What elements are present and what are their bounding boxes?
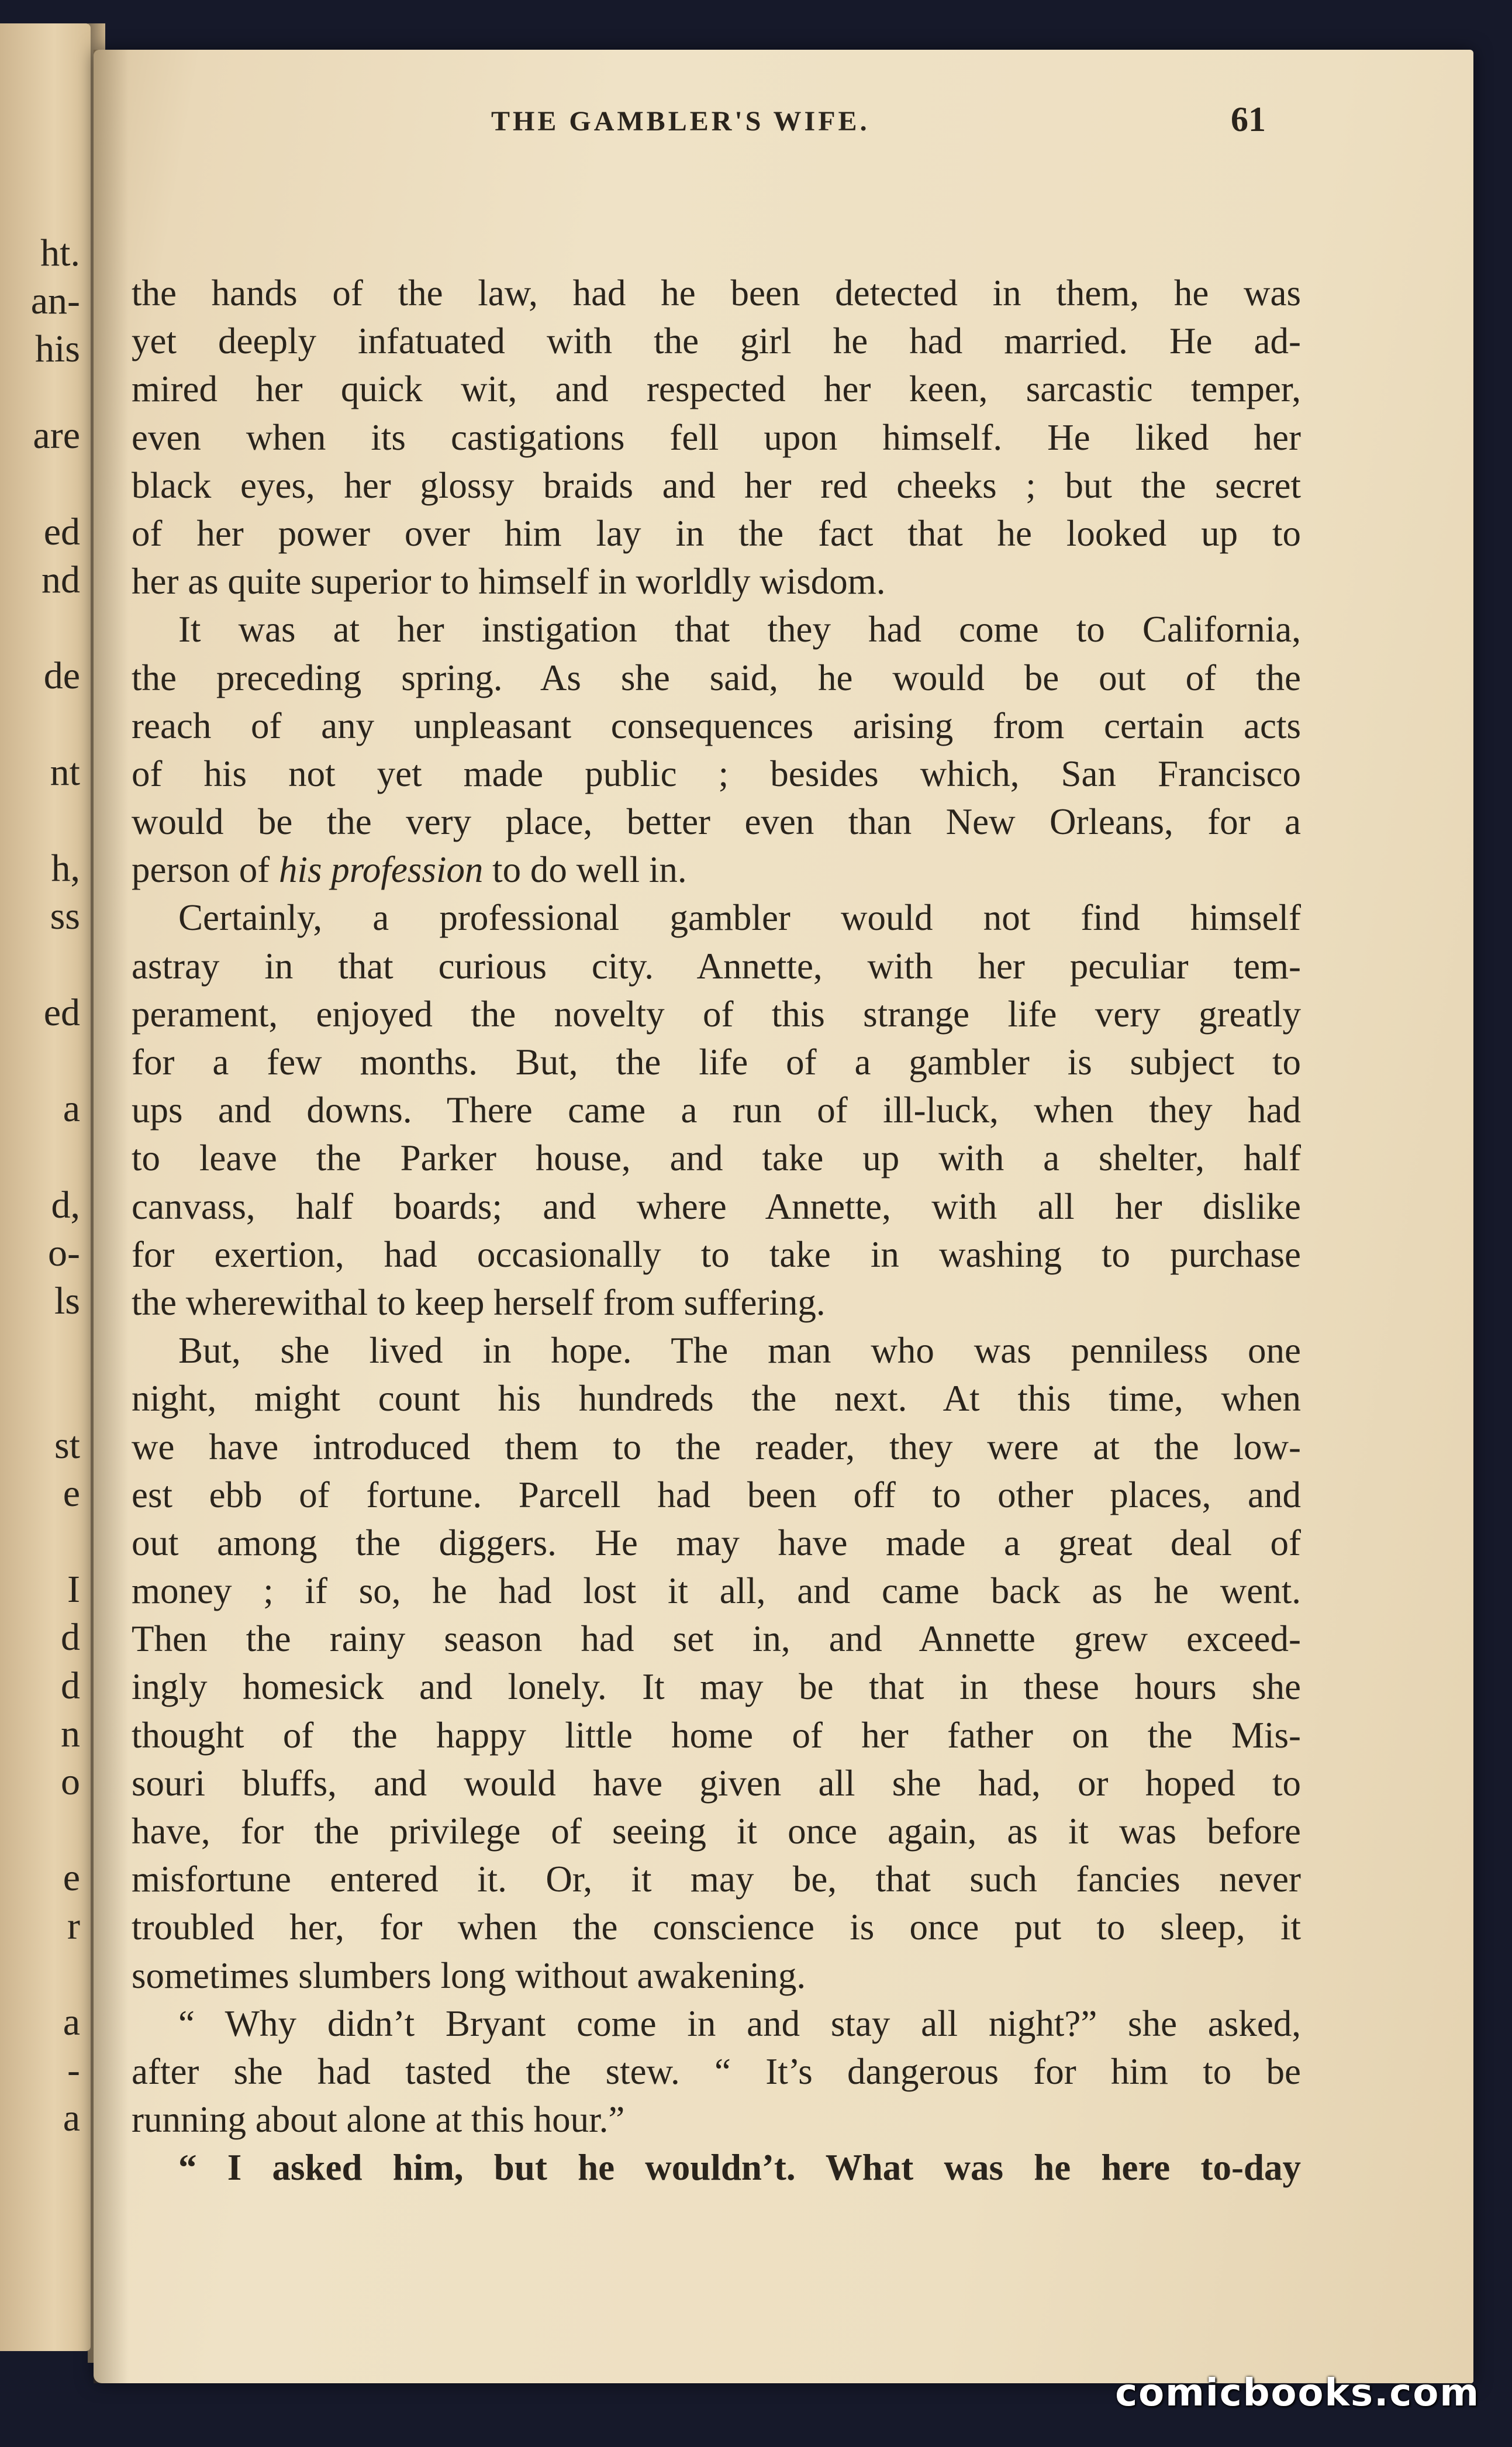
left-page-fragment: I (67, 1568, 80, 1611)
text-line: astray in that curious city. Annette, with her peculiar tem- (132, 945, 1301, 987)
text-line: night, might count his hundreds the next. At this time, when (132, 1378, 1301, 1419)
running-title: THE GAMBLER'S WIFE. (491, 106, 870, 137)
left-page-fragment: ls (54, 1279, 80, 1322)
text-line: souri bluffs, and would have given all she had, or hoped to (132, 1762, 1301, 1804)
left-page-fragment: his (34, 328, 80, 371)
watermark: comicbooks.com (1115, 2372, 1480, 2415)
text-line: Then the rainy season had set in, and Annette grew exceed- (132, 1618, 1301, 1660)
text-line: perament, enjoyed the novelty of this strange life very greatly (132, 993, 1301, 1035)
text-line: est ebb of fortune. Parcell had been off to other places, and (132, 1474, 1301, 1515)
text-line: the preceding spring. As she said, he would be out of the (132, 657, 1301, 698)
left-page-fragment: ed (43, 510, 80, 553)
left-page-fragment: - (67, 2049, 80, 2092)
left-page-fragment: d, (51, 1183, 80, 1226)
text-line: But, she lived in hope. The man who was penniless one (178, 1330, 1301, 1371)
text-line: after she had tasted the stew. “ It’s dangerous for him to be (132, 2050, 1301, 2092)
left-page-fragment: o- (48, 1231, 80, 1274)
text-line: of his not yet made public ; besides which, San Francisco (132, 753, 1301, 794)
text-line: person of his profession to do well in. (132, 849, 687, 891)
left-page-fragment: r (67, 1904, 80, 1948)
text-line: misfortune entered it. Or, it may be, that such fancies never (132, 1859, 1301, 1900)
left-page-fragment: e (63, 1856, 80, 1900)
left-page-fragment: a (63, 2097, 80, 2140)
left-page-fragment: o (61, 1760, 80, 1803)
left-page-fragment: st (54, 1424, 80, 1467)
left-page-fragment: ss (50, 895, 80, 938)
text-line: “ Why didn’t Bryant come in and stay all night?” she asked, (178, 2003, 1301, 2044)
body-text (132, 269, 1301, 2192)
text-line: out among the diggers. He may have made a great deal of (132, 1522, 1301, 1563)
text-line: to leave the Parker house, and take up with a shelter, half (132, 1138, 1301, 1179)
left-page-fragment: ht. (40, 232, 80, 274)
left-page-fragment: e (63, 1471, 80, 1515)
text-line: have, for the privilege of seeing it once again, as it was before (132, 1811, 1301, 1852)
text-line: running about alone at this hour.” (132, 2099, 625, 2141)
text-line: “ I asked him, but he wouldn’t. What was he here to-day (178, 2147, 1301, 2188)
text-line: sometimes slumbers long without awakening. (132, 1955, 806, 1996)
text-line: we have introduced them to the reader, they were at the low- (132, 1426, 1301, 1467)
left-page-fragment: ed (43, 991, 80, 1034)
text-line: ingly homesick and lonely. It may be that in these hours she (132, 1666, 1301, 1708)
text-line: would be the very place, better even than New Orleans, for a (132, 801, 1301, 843)
text-line: for a few months. But, the life of a gambler is subject to (132, 1042, 1301, 1083)
left-page-fragment: d (61, 1664, 80, 1707)
page-number: 61 (1231, 100, 1266, 139)
text-line: her as quite superior to himself in worldly wisdom. (132, 561, 886, 602)
text-line: money ; if so, he had lost it all, and came back as he went. (132, 1570, 1301, 1612)
text-line: It was at her instigation that they had come to California, (178, 609, 1301, 650)
text-line: troubled her, for when the conscience is once put to sleep, it (132, 1907, 1301, 1948)
book-page (94, 50, 1473, 2383)
left-page-fragment: de (43, 654, 80, 698)
text-line: reach of any unpleasant consequences arising from certain acts (132, 705, 1301, 746)
text-line: the wherewithal to keep herself from suffering. (132, 1281, 826, 1323)
text-line: mired her quick wit, and respected her keen, sarcastic temper, (132, 368, 1301, 410)
left-page-fragment: an- (30, 280, 80, 323)
text-line: of her power over him lay in the fact that he looked up to (132, 512, 1301, 554)
italic-phrase: his profession (278, 849, 484, 891)
text-line: canvass, half boards; and where Annette, with all her dislike (132, 1185, 1301, 1227)
left-page-fragment: a (63, 1087, 80, 1131)
spine-shadow (94, 50, 129, 2383)
left-page-edge (0, 23, 91, 2351)
text-line: even when its castigations fell upon himself. He liked her (132, 416, 1301, 458)
left-page-fragment: nt (50, 750, 80, 794)
left-page-fragment: d (61, 1616, 80, 1659)
text-line: Certainly, a professional gambler would not find himself (178, 897, 1301, 939)
left-page-fragment: nd (42, 558, 80, 601)
text-line: ups and downs. There came a run of ill-luck, when they had (132, 1090, 1301, 1131)
text-line: yet deeply infatuated with the girl he had married. He ad- (132, 320, 1301, 362)
text-line: the hands of the law, had he been detected in them, he was (132, 273, 1301, 313)
text-line: for exertion, had occasionally to take in washing to purchase (132, 1233, 1301, 1275)
left-page-fragment: are (33, 414, 80, 457)
left-page-fragment: a (63, 2000, 80, 2043)
text-line: black eyes, her glossy braids and her red cheeks ; but the secret (132, 464, 1301, 506)
left-page-fragment: n (61, 1712, 80, 1755)
left-page-fragment: h, (51, 847, 80, 890)
text-line: thought of the happy little home of her father on the Mis- (132, 1714, 1301, 1756)
